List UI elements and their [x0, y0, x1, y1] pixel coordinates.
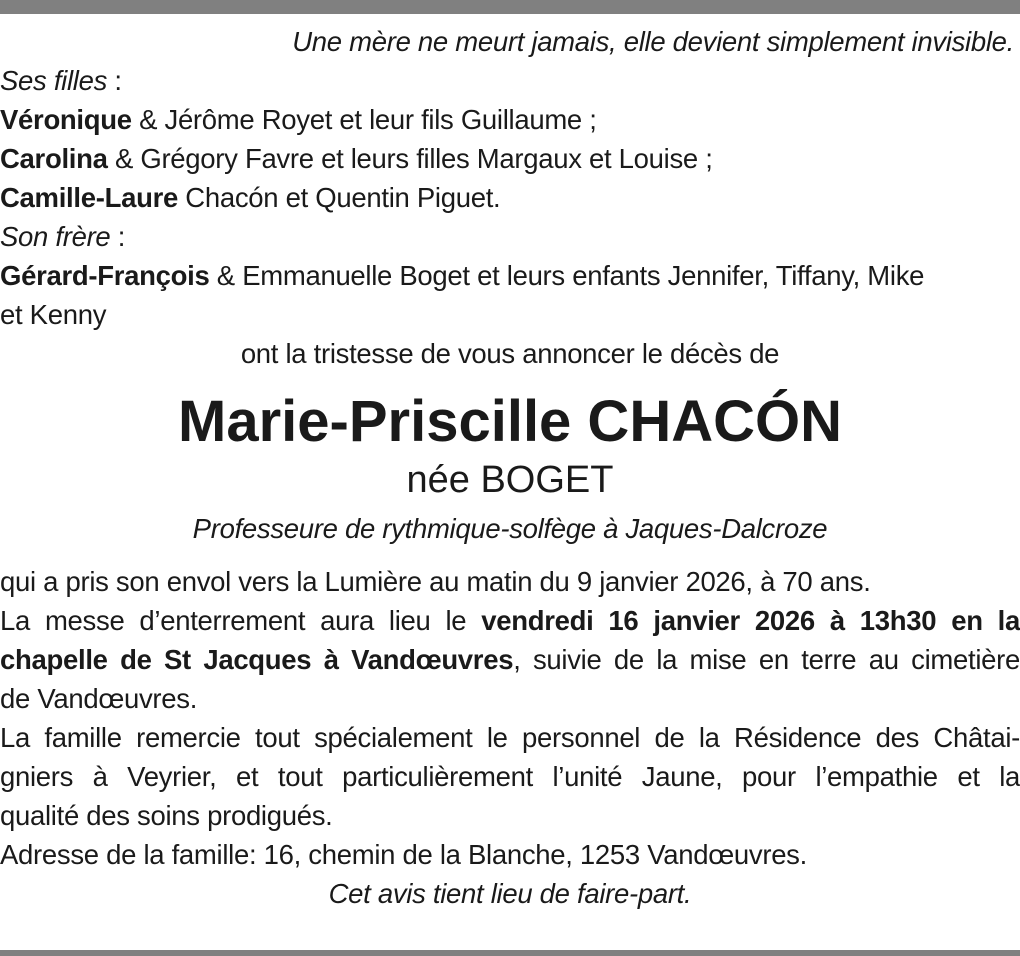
closing-note: Cet avis tient lieu de faire-part. [328, 878, 692, 909]
daughters-label-line [0, 61, 1020, 100]
daughter-family: & Jérôme Royet et leur fils Guillaume ; [131, 104, 597, 135]
maiden-name: née BOGET [406, 459, 614, 501]
daughter-line [0, 139, 1020, 178]
thanks-line-1: La famille remercie tout spécialement le personnel de la Résidence des Châtai- [0, 722, 1020, 753]
daughter-name: Véronique [0, 104, 132, 135]
thanks-line-2: gniers à Veyrier, et tout particulièrement l’unité Jaune, pour l’empathie et la [0, 761, 1020, 792]
announcement: ont la tristesse de vous annoncer le décès de [240, 338, 780, 369]
daughters-label: Ses filles [0, 65, 108, 96]
passing-text: qui a pris son envol vers la Lumière au matin du 9 janvier 2026, à 70 ans. [0, 566, 871, 597]
top-rule [0, 0, 1020, 14]
brother-line-continued: et Kenny [0, 299, 107, 330]
label-colon: : [107, 65, 122, 96]
daughter-line [0, 178, 1020, 217]
brother-family: & Emmanuelle Boget et leurs enfants Jennifer, Tiffany, Mike [209, 260, 925, 291]
daughter-family: & Grégory Favre et leurs filles Margaux et Louise ; [107, 143, 713, 174]
brother-line [0, 256, 1020, 295]
mass-intro: La messe d’enterrement aura lieu le [0, 605, 482, 636]
brother-name: Gérard-François [0, 260, 210, 291]
daughter-line [0, 100, 1020, 139]
daughter-name: Camille-Laure [0, 182, 178, 213]
mass-line-3: de Vandœuvres. [0, 683, 198, 714]
mass-date-time: vendredi 16 janvier 2026 à 13h30 en la [481, 605, 1020, 636]
daughter-family: Chacón et Quentin Piguet. [177, 182, 501, 213]
family-address: Adresse de la famille: 16, chemin de la Blanche, 1253 Vandœuvres. [0, 839, 807, 870]
bottom-rule [0, 950, 1020, 956]
deceased-name: Marie-Priscille CHACÓN [178, 389, 842, 454]
thanks-line-3: qualité des soins prodigués. [0, 800, 333, 831]
mass-line-2 [0, 640, 1020, 679]
label-colon: : [110, 221, 126, 252]
mass-location: chapelle de St Jacques à Vandœuvres [0, 644, 514, 675]
brother-label: Son frère [0, 221, 111, 252]
obituary-notice [0, 22, 1020, 913]
epigraph-quote: Une mère ne meurt jamais, elle devient simplement invisible. [292, 26, 1014, 57]
mass-line-1 [0, 601, 1020, 640]
profession: Professeure de rythmique-solfège à Jaques-Dalcroze [192, 513, 828, 544]
daughter-name: Carolina [0, 143, 108, 174]
mass-burial: , suivie de la mise en terre au cimetière [513, 644, 1020, 675]
brother-label-line [0, 217, 1020, 256]
